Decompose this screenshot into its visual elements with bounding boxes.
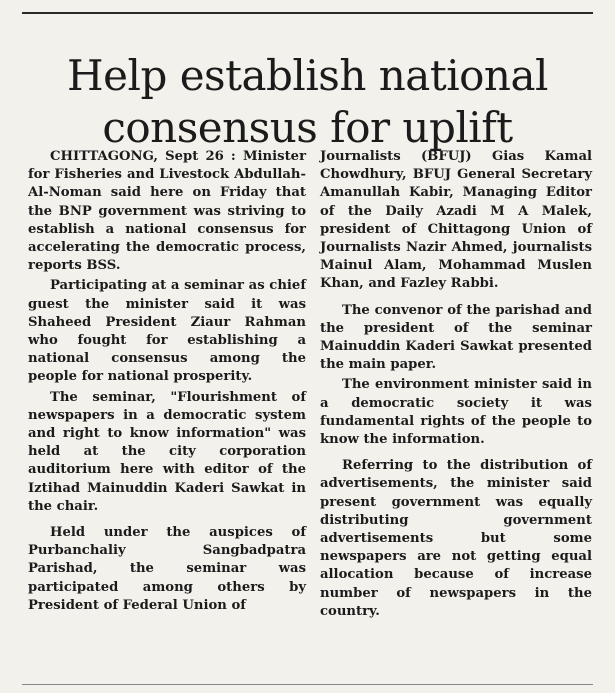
headline bbox=[20, 50, 595, 154]
paragraph-text: Minister for Fisheries and Livestock Abdullah-Al-Noman said here on Friday that the BNP government was striving to establish a national consensus for accelerating the democratic process, reports BSS. bbox=[28, 149, 307, 274]
paragraph: Referring to the distribution of advertisements, the minister said present government was equally distributing government advertisements but some newspapers are not getting equal allocation because of increase number of newspapers in the country. bbox=[320, 458, 592, 619]
paragraph bbox=[28, 148, 306, 275]
paragraph: Journalists (BFUJ) Gias Kamal Chowdhury, BFUJ General Secretary Amanullah Kabir, Managing Editor of the Daily Azadi M A Malek, president of Chittagong Union of Journalists Nazir Ahmed, journalists Mainul Alam, Mohammad Muslen Khan, and Fazley Rabbi. bbox=[320, 149, 592, 292]
article-body bbox=[28, 148, 592, 681]
dateline: CHITTAGONG, Sept 26 : bbox=[50, 149, 236, 164]
right-column bbox=[320, 148, 592, 681]
bottom-rule bbox=[22, 684, 593, 685]
paragraph: The seminar, "Flourishment of newspapers in a democratic system and right to know information" was held at the city corporation auditorium here with editor of the Iztihad Mainuddin Kaderi Sawkat in the chair. bbox=[28, 389, 306, 514]
left-column bbox=[28, 148, 306, 681]
top-rule bbox=[22, 12, 593, 14]
paragraph: Held under the auspices of Purbanchaliy Sangbadpatra Parishad, the seminar was participated among others by President of Federal Union of bbox=[28, 525, 306, 613]
headline-line-2: consensus for uplift bbox=[102, 103, 513, 153]
paragraph: The convenor of the parishad and the president of the seminar Mainuddin Kaderi Sawkat presented the main paper. bbox=[320, 302, 592, 373]
headline-line-1: Help establish national bbox=[67, 51, 548, 101]
paragraph: Participating at a seminar as chief guest the minister said it was Shaheed President Ziaur Rahman who fought for establishing a national consensus among the people for national prosperity. bbox=[28, 278, 306, 385]
paragraph: The environment minister said in a democratic society it was fundamental rights of the people to know the information. bbox=[320, 377, 592, 448]
